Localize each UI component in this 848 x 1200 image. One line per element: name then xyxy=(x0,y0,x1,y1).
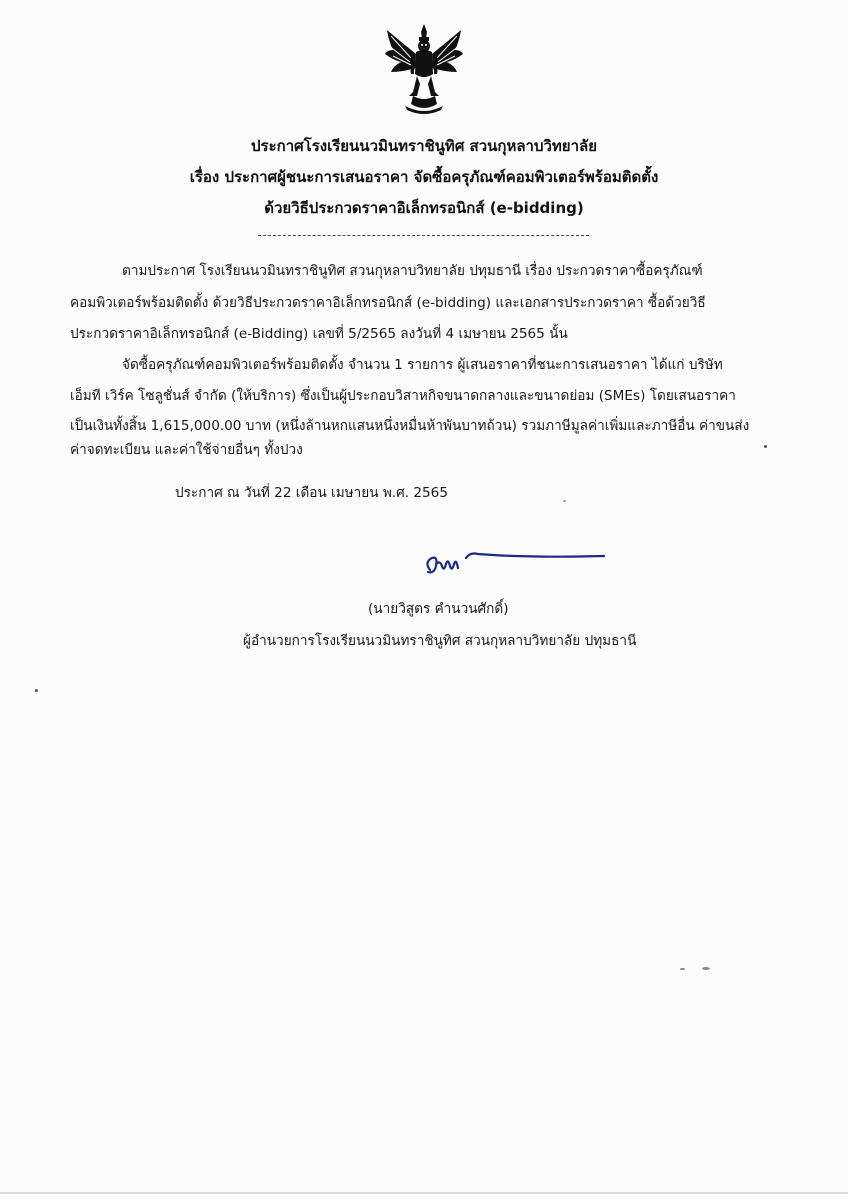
title-divider xyxy=(258,235,589,236)
handwritten-signature xyxy=(418,544,608,584)
signer-title: ผู้อำนวยการโรงเรียนนวมินทราชินูทิศ สวนกุหลาบวิทยาลัย ปทุมธานี xyxy=(243,633,637,649)
signer-name: (นายวิสูตร คำนวนศักดิ์) xyxy=(368,601,509,617)
title-line-3: ด้วยวิธีประกวดราคาอิเล็กทรอนิกส์ (e-bidding) xyxy=(264,199,584,217)
scan-speck xyxy=(563,500,566,502)
title-line-2: เรื่อง ประกาศผู้ชนะการเสนอราคา จัดซื้อครุภัณฑ์คอมพิวเตอร์พร้อมติดตั้ง xyxy=(189,168,659,186)
scan-speck xyxy=(35,689,38,692)
paragraph-1-line-1: ตามประกาศ โรงเรียนนวมินทราชินูทิศ สวนกุหลาบวิทยาลัย ปทุมธานี เรื่อง ประกวดราคาซื้อครุภัณฑ์ xyxy=(122,263,703,279)
title-line-1: ประกาศโรงเรียนนวมินทราชินูทิศ สวนกุหลาบวิทยาลัย xyxy=(250,137,598,155)
paragraph-2-line-3: เป็นเงินทั้งสิ้น 1,615,000.00 บาท (หนึ่งล้านหกแสนหนึ่งหมื่นห้าพันบาทถ้วน) รวมภาษีมูลค่าเพิ่มและภาษีอื่น ค่าขนส่ง xyxy=(70,418,750,434)
scan-bottom-edge xyxy=(0,1192,848,1194)
paragraph-2-line-4: ค่าจดทะเบียน และค่าใช้จ่ายอื่นๆ ทั้งปวง xyxy=(70,442,303,458)
paragraph-1-line-3: ประกวดราคาอิเล็กทรอนิกส์ (e-Bidding) เลขที่ 5/2565 ลงวันที่ 4 เมษายน 2565 นั้น xyxy=(70,326,568,342)
paragraph-2-line-2: เอ็มที เวิร์ค โซลูชั่นส์ จำกัด (ให้บริการ) ซึ่งเป็นผู้ประกอบวิสาหกิจขนาดกลางและขนาดย่อม (SMEs) โดยเสนอราคา xyxy=(70,388,736,404)
paragraph-2-line-1: จัดซื้อครุภัณฑ์คอมพิวเตอร์พร้อมติดตั้ง จำนวน 1 รายการ ผู้เสนอราคาที่ชนะการเสนอราคา ได้แก่ บริษัท xyxy=(122,357,723,373)
announcement-date: ประกาศ ณ วันที่ 22 เดือน เมษายน พ.ศ. 2565 xyxy=(175,485,448,501)
garuda-emblem-icon xyxy=(383,22,465,116)
scan-speck xyxy=(764,445,767,448)
scan-speck xyxy=(702,967,710,970)
scan-speck xyxy=(680,968,685,970)
document-title xyxy=(0,131,848,224)
paragraph-1-line-2: คอมพิวเตอร์พร้อมติดตั้ง ด้วยวิธีประกวดราคาอิเล็กทรอนิกส์ (e-bidding) และเอกสารประกวดราคา ซื้อด้วยวิธี xyxy=(70,295,706,311)
